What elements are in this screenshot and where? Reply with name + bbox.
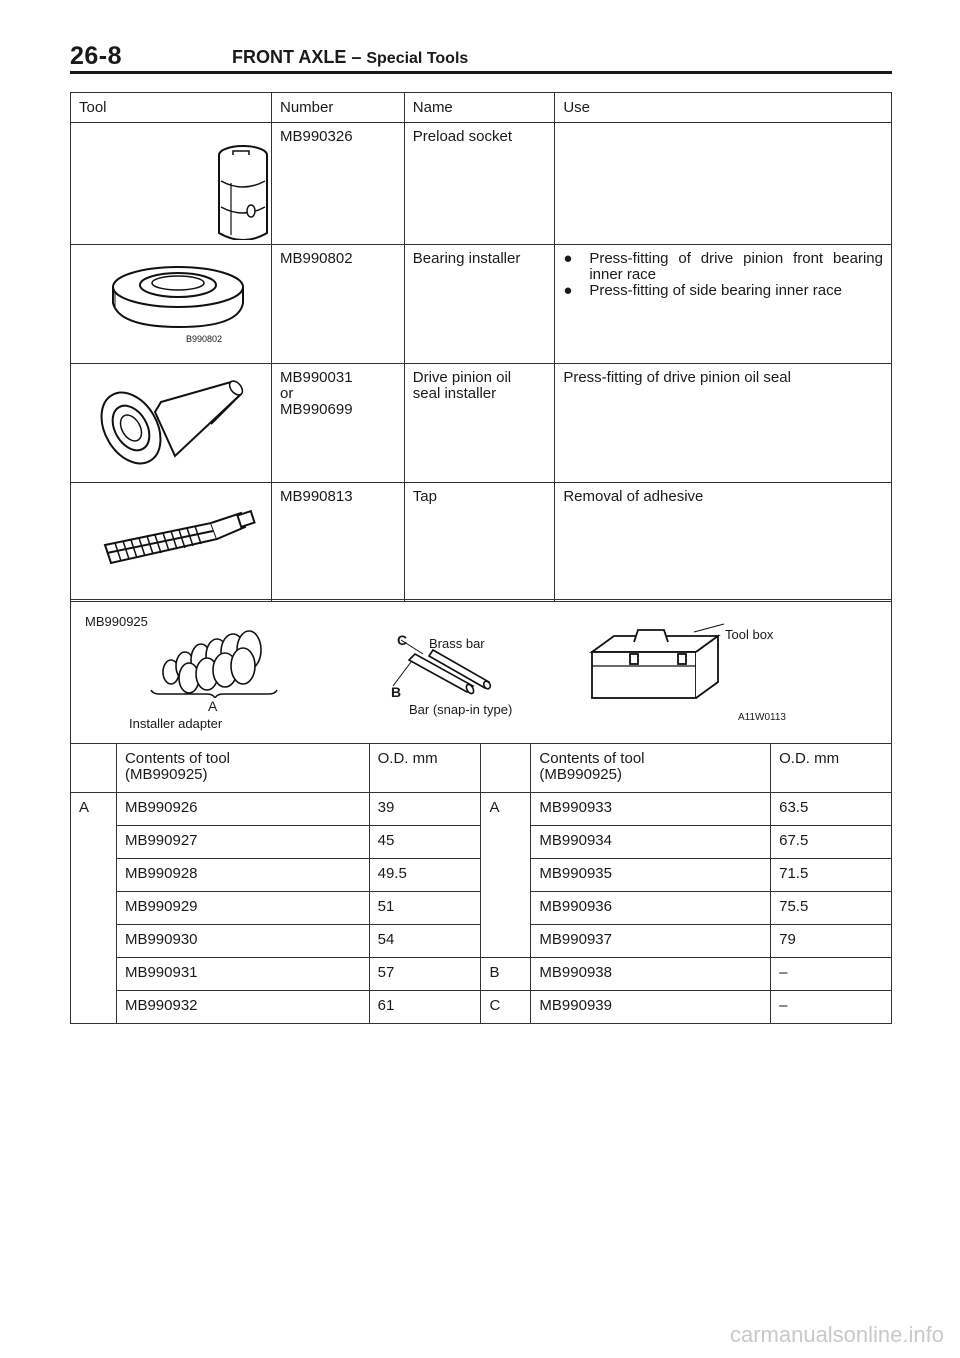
outer-diameter: 45 (369, 826, 481, 859)
special-tools-table (70, 92, 892, 602)
group-letter (71, 859, 117, 892)
col-od: O.D. mm (369, 744, 481, 793)
group-letter (71, 991, 117, 1024)
col-name: Name (404, 93, 555, 123)
outer-diameter: 63.5 (771, 793, 892, 826)
outer-diameter: 49.5 (369, 859, 481, 892)
outer-diameter: 75.5 (771, 892, 892, 925)
col-contents: Contents of tool (MB990925) (531, 744, 771, 793)
bullet-icon: ● (563, 282, 573, 299)
subsection-title: Special Tools (366, 50, 469, 67)
label-a: A (208, 698, 218, 714)
tool-use (555, 245, 892, 364)
page-title: FRONT AXLE – Special Tools (232, 47, 469, 67)
col-od: O.D. mm (771, 744, 892, 793)
page-header (70, 42, 892, 72)
table-row (71, 859, 892, 892)
header-rule (70, 71, 892, 74)
outer-diameter: 39 (369, 793, 481, 826)
part-number: MB990936 (531, 892, 771, 925)
label-b: B (391, 684, 402, 700)
table-row (71, 364, 892, 483)
group-letter: C (481, 991, 531, 1024)
group-letter (71, 958, 117, 991)
table-row (71, 958, 892, 991)
contents-header-row (71, 744, 892, 793)
group-header-cell (71, 744, 117, 793)
part-number: MB990931 (116, 958, 369, 991)
outer-diameter: – (771, 991, 892, 1024)
col-number: Number (272, 93, 405, 123)
group-letter (481, 826, 531, 859)
table-header-row (71, 93, 892, 123)
tool-use (555, 123, 892, 245)
use-bullet: ● Press-fitting of drive pinion front bearing inner race (563, 250, 883, 283)
table-row (71, 123, 892, 245)
group-letter: A (71, 793, 117, 826)
group-letter (481, 925, 531, 958)
col-use: Use (555, 93, 892, 123)
kit-number: MB990925 (85, 614, 148, 629)
label-c-text: Brass bar (429, 636, 485, 651)
illustration-code: A11W0113 (738, 712, 786, 723)
outer-diameter: 61 (369, 991, 481, 1024)
part-number: MB990939 (531, 991, 771, 1024)
page-number: 26-8 (70, 42, 123, 70)
label-c: C (397, 632, 408, 648)
part-number: MB990935 (531, 859, 771, 892)
group-letter: B (481, 958, 531, 991)
label-b-text: Bar (snap-in type) (409, 702, 513, 717)
tool-number: MB990031 or MB990699 (272, 364, 405, 483)
kit-contents-table (70, 743, 892, 1024)
part-number: MB990934 (531, 826, 771, 859)
group-letter (71, 925, 117, 958)
tool-image-cell (71, 483, 272, 602)
tool-name: Bearing installer (404, 245, 555, 364)
outer-diameter: – (771, 958, 892, 991)
tool-number: MB990813 (272, 483, 405, 602)
outer-diameter: 67.5 (771, 826, 892, 859)
outer-diameter: 71.5 (771, 859, 892, 892)
kit-illustration (70, 599, 892, 743)
use-bullet: ● Press-fitting of side bearing inner race (563, 282, 842, 299)
table-row (71, 925, 892, 958)
part-number: MB990930 (116, 925, 369, 958)
oil-seal-installer-illustration (71, 364, 271, 478)
group-letter (71, 892, 117, 925)
outer-diameter: 54 (369, 925, 481, 958)
table-row (71, 793, 892, 826)
tool-image-cell (71, 123, 272, 245)
tool-number: MB990326 (272, 123, 405, 245)
part-number: MB990929 (116, 892, 369, 925)
group-header-cell (481, 744, 531, 793)
outer-diameter: 79 (771, 925, 892, 958)
table-row (71, 826, 892, 859)
group-letter (71, 826, 117, 859)
tool-image-cell (71, 245, 272, 364)
part-number: MB990926 (116, 793, 369, 826)
tool-box-label: Tool box (725, 627, 774, 642)
bullet-icon: ● (563, 250, 573, 267)
installer-adapters-drawing (149, 630, 279, 698)
table-row (71, 991, 892, 1024)
group-letter (481, 892, 531, 925)
tool-name: Preload socket (404, 123, 555, 245)
tool-use: Press-fitting of drive pinion oil seal (555, 364, 892, 483)
part-number: MB990938 (531, 958, 771, 991)
tap-illustration (71, 483, 271, 597)
watermark: carmanualsonline.info (729, 1322, 944, 1347)
col-tool: Tool (71, 93, 272, 123)
outer-diameter: 51 (369, 892, 481, 925)
col-contents: Contents of tool (MB990925) (116, 744, 369, 793)
tool-image-cell (71, 364, 272, 483)
part-number: MB990933 (531, 793, 771, 826)
image-code: B990802 (186, 334, 223, 344)
group-letter (481, 859, 531, 892)
part-number: MB990928 (116, 859, 369, 892)
group-letter: A (481, 793, 531, 826)
preload-socket-illustration (71, 123, 271, 240)
table-row (71, 892, 892, 925)
table-row (71, 483, 892, 602)
outer-diameter: 57 (369, 958, 481, 991)
bearing-installer-illustration (71, 245, 271, 359)
tool-name: Drive pinion oil seal installer (404, 364, 555, 483)
tool-number: MB990802 (272, 245, 405, 364)
label-a-text: Installer adapter (129, 716, 223, 731)
part-number: MB990927 (116, 826, 369, 859)
part-number: MB990937 (531, 925, 771, 958)
tool-use: Removal of adhesive (555, 483, 892, 602)
table-row (71, 245, 892, 364)
section-title: FRONT AXLE (232, 47, 347, 67)
tool-box-drawing (586, 622, 726, 702)
tool-name: Tap (404, 483, 555, 602)
part-number: MB990932 (116, 991, 369, 1024)
